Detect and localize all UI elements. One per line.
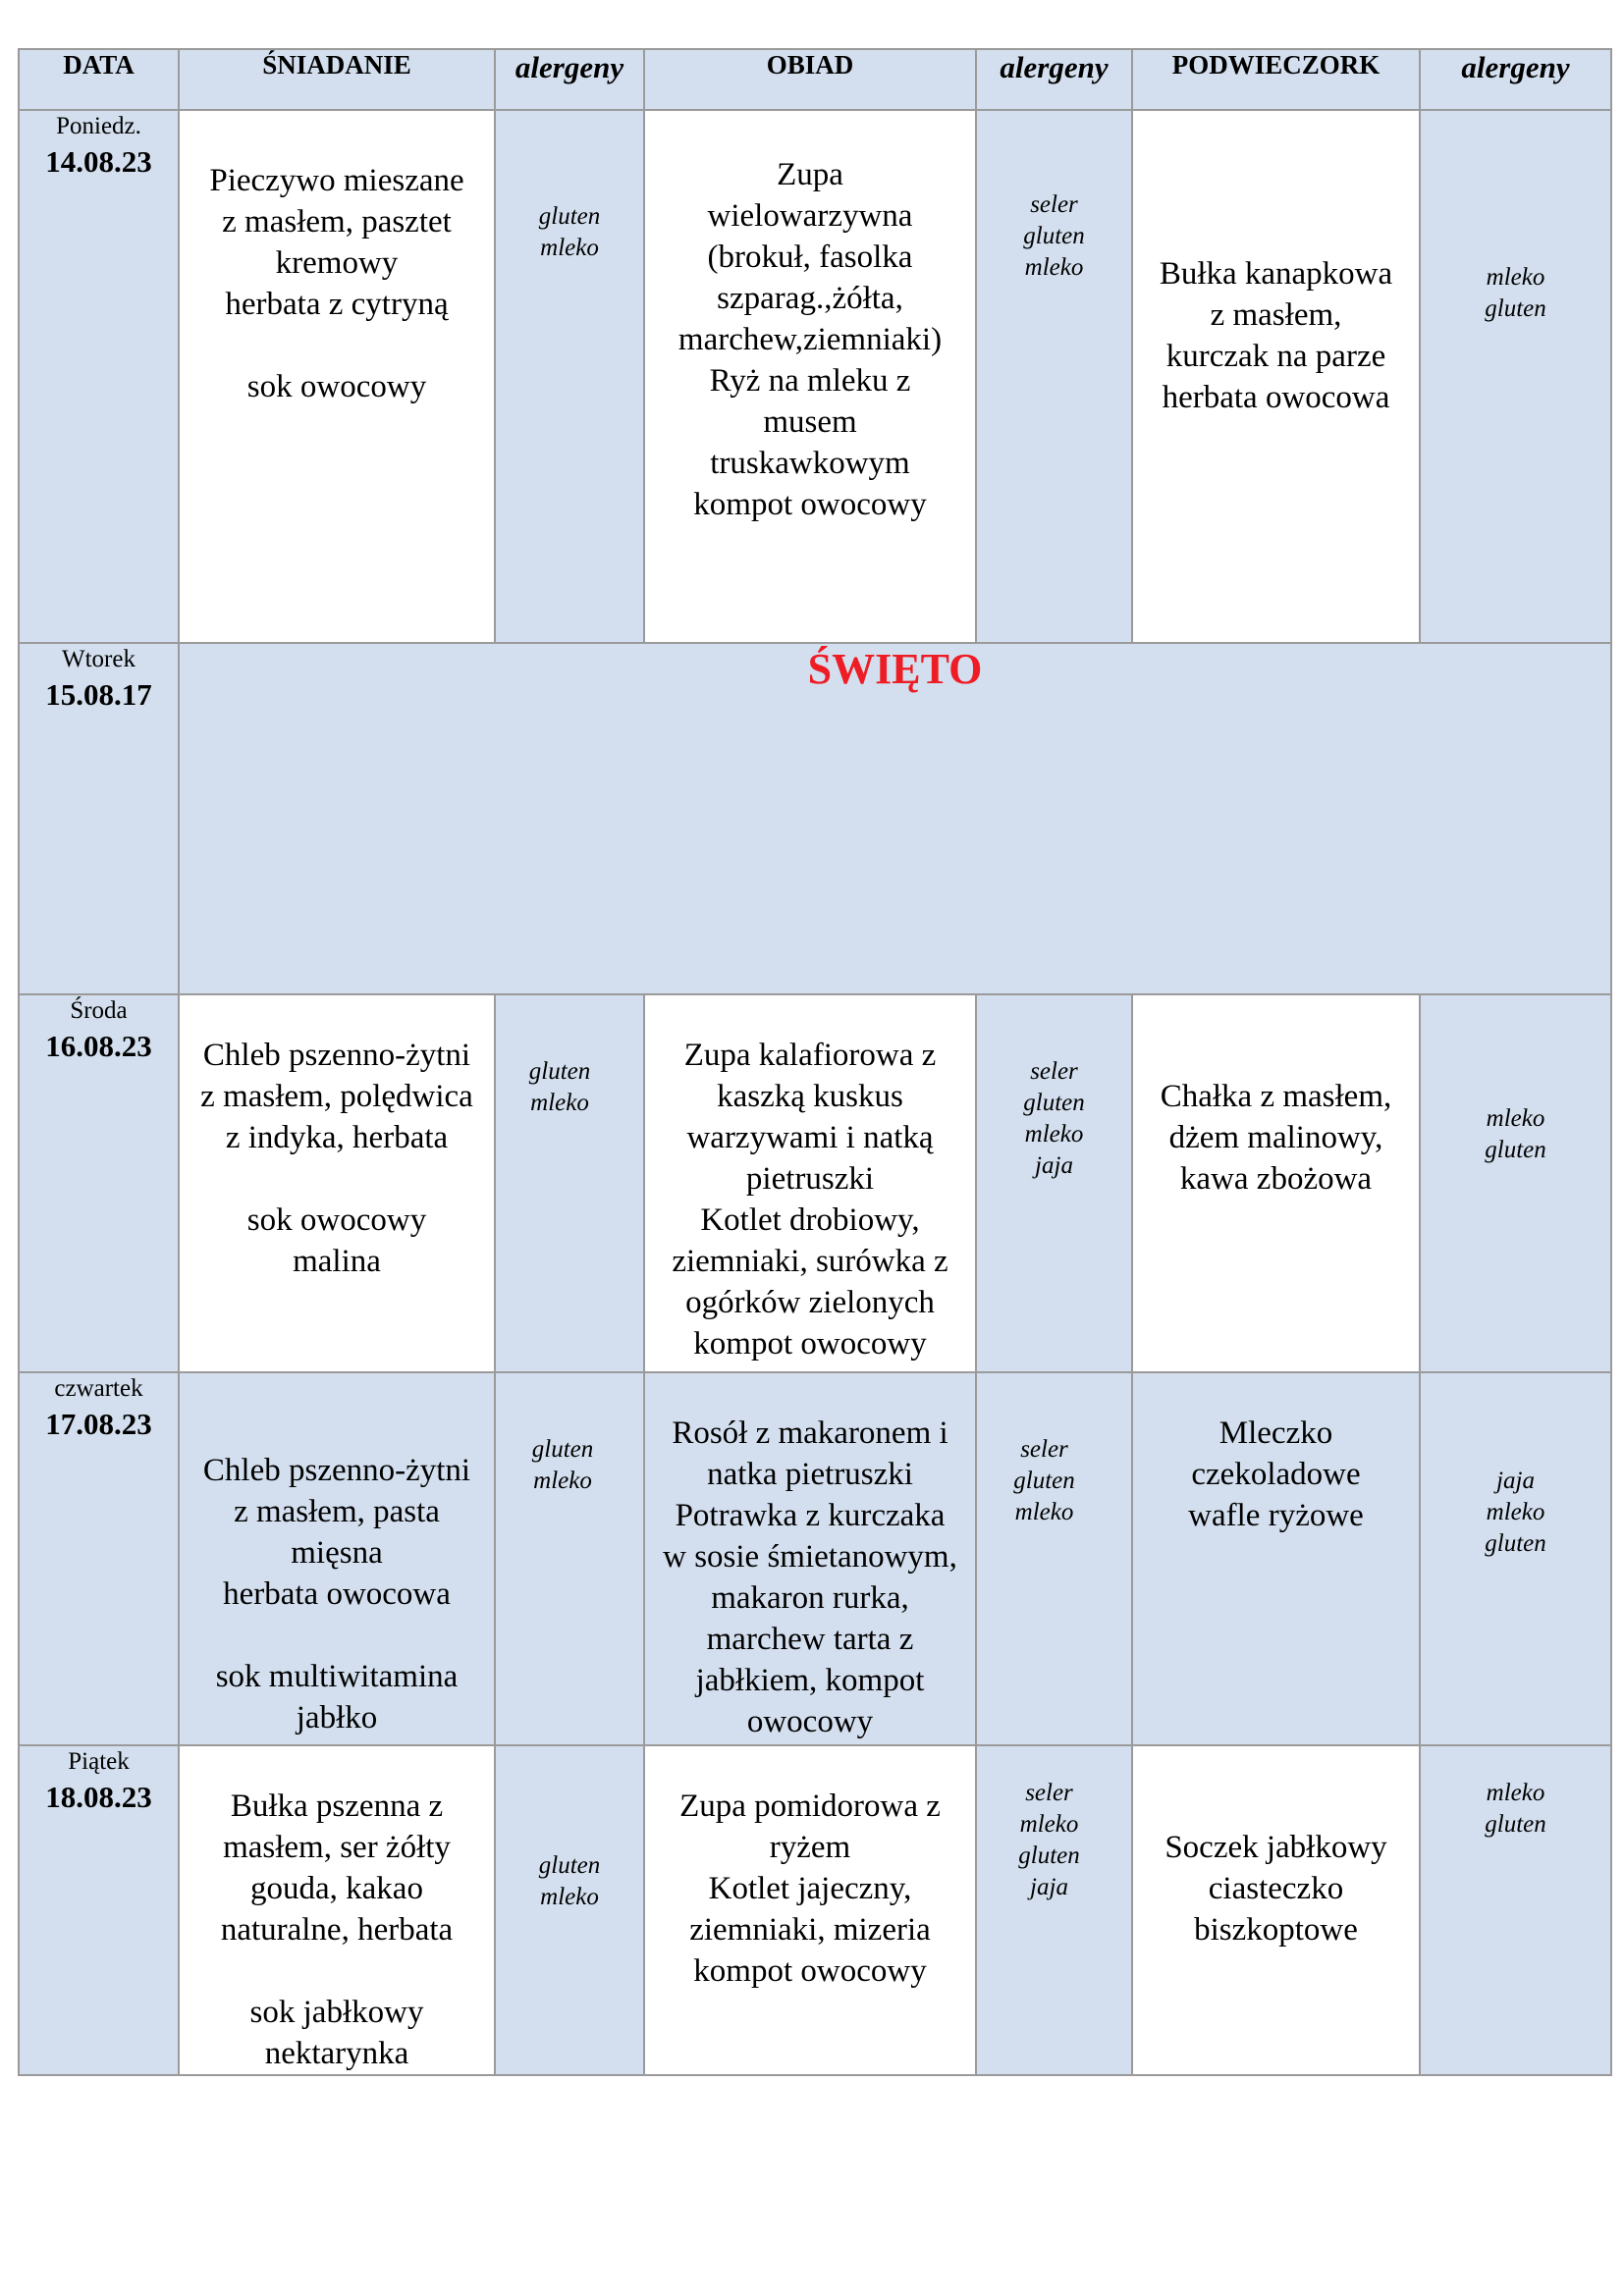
day-name: Poniedz. (56, 113, 141, 139)
lunch-allergens-cell (976, 1745, 1132, 2075)
header-allergens-breakfast: alergeny (495, 49, 644, 110)
lunch-allergens: seler mleko gluten jaja (1018, 1780, 1080, 1900)
breakfast-cell (179, 1745, 495, 2075)
menu-table (18, 48, 1612, 2076)
snack-allergens-cell (1420, 1372, 1611, 1745)
holiday-cell (179, 643, 1611, 994)
header-row (19, 49, 1611, 110)
day-name: Środa (70, 997, 128, 1024)
table-row (19, 1372, 1611, 1745)
breakfast-text: Pieczywo mieszane z masłem, pasztet kremowy herbata z cytryną sok owocowy (209, 163, 464, 404)
breakfast-allergens: gluten mleko (538, 1852, 601, 1910)
table-row (19, 994, 1611, 1372)
snack-allergens: jaja mleko gluten (1485, 1468, 1546, 1557)
date-value: 14.08.23 (45, 144, 152, 179)
breakfast-allergens-cell (495, 1372, 644, 1745)
snack-allergens-cell (1420, 994, 1611, 1372)
lunch-cell (644, 110, 976, 643)
table-row (19, 1745, 1611, 2075)
breakfast-cell (179, 1372, 495, 1745)
lunch-allergens: seler gluten mleko jaja (1023, 1058, 1085, 1179)
breakfast-allergens-cell (495, 110, 644, 643)
snack-text: Mleczko czekoladowe wafle ryżowe (1188, 1415, 1364, 1533)
lunch-allergens-cell (976, 1372, 1132, 1745)
date-cell (19, 1745, 179, 2075)
breakfast-allergens: gluten mleko (531, 1436, 594, 1494)
lunch-cell (644, 1372, 976, 1745)
snack-cell (1132, 1372, 1420, 1745)
snack-allergens: mleko gluten (1485, 1780, 1546, 1838)
breakfast-allergens-cell (495, 1745, 644, 2075)
lunch-allergens-cell (976, 110, 1132, 643)
header-allergens-snack: alergeny (1420, 49, 1611, 110)
date-cell (19, 1372, 179, 1745)
breakfast-allergens: gluten mleko (528, 1058, 591, 1116)
lunch-cell (644, 994, 976, 1372)
holiday-label: ŚWIĘTO (807, 645, 983, 693)
lunch-text: Zupa pomidorowa z ryżem Kotlet jajeczny, ziemniaki, mizeria kompot owocowy (679, 1789, 941, 1989)
snack-cell (1132, 994, 1420, 1372)
snack-text: Chałka z masłem, dżem malinowy, kawa zbożowa (1160, 1079, 1392, 1197)
table-row (19, 643, 1611, 994)
lunch-allergens-cell (976, 994, 1132, 1372)
snack-allergens: mleko gluten (1485, 1105, 1546, 1163)
lunch-text: Rosół z makaronem i natka pietruszki Potrawka z kurczaka w sosie śmietanowym, makaron rurka, marchew tarta z jabłkiem, kompot owocowy (663, 1415, 957, 1739)
date-cell (19, 643, 179, 994)
lunch-text: Zupa kalafiorowa z kaszką kuskus warzywami i natką pietruszki Kotlet drobiowy, ziemniaki, surówka z ogórków zielonych kompot owocowy (672, 1038, 948, 1362)
header-breakfast: ŚNIADANIE (179, 49, 495, 110)
breakfast-text: Bułka pszenna z masłem, ser żółty gouda, kakao naturalne, herbata sok jabłkowy nektarynka (220, 1789, 454, 2071)
lunch-allergens: seler gluten mleko (1013, 1436, 1075, 1525)
lunch-text: Zupa wielowarzywna (brokuł, fasolka szparag.,żółta, marchew,ziemniaki) Ryż na mleku z musem truskawkowym kompot owocowy (677, 157, 943, 522)
snack-allergens: mleko gluten (1485, 264, 1546, 322)
header-date: DATA (19, 49, 179, 110)
snack-cell (1132, 1745, 1420, 2075)
header-snack: PODWIECZORK (1132, 49, 1420, 110)
day-name: czwartek (54, 1375, 143, 1402)
date-cell (19, 110, 179, 643)
breakfast-text: Chleb pszenno-żytni z masłem, polędwica z indyka, herbata sok owocowy malina (200, 1038, 473, 1279)
table-row (19, 110, 1611, 643)
lunch-allergens: seler gluten mleko (1023, 191, 1085, 281)
breakfast-text: Chleb pszenno-żytni z masłem, pasta mięsna herbata owocowa sok multiwitamina jabłko (202, 1453, 471, 1735)
breakfast-cell (179, 994, 495, 1372)
snack-text: Bułka kanapkowa z masłem, kurczak na parze herbata owocowa (1159, 256, 1393, 415)
breakfast-cell (179, 110, 495, 643)
header-allergens-lunch: alergeny (976, 49, 1132, 110)
lunch-cell (644, 1745, 976, 2075)
snack-text: Soczek jabłkowy ciasteczko biszkoptowe (1164, 1830, 1387, 1948)
breakfast-allergens-cell (495, 994, 644, 1372)
header-lunch: OBIAD (644, 49, 976, 110)
date-value: 15.08.17 (45, 677, 152, 712)
date-value: 16.08.23 (45, 1029, 152, 1063)
snack-allergens-cell (1420, 1745, 1611, 2075)
breakfast-allergens: gluten mleko (538, 203, 601, 261)
date-value: 17.08.23 (45, 1407, 152, 1441)
day-name: Piątek (68, 1748, 130, 1775)
day-name: Wtorek (62, 646, 135, 672)
snack-cell (1132, 110, 1420, 643)
snack-allergens-cell (1420, 110, 1611, 643)
date-value: 18.08.23 (45, 1780, 152, 1814)
date-cell (19, 994, 179, 1372)
